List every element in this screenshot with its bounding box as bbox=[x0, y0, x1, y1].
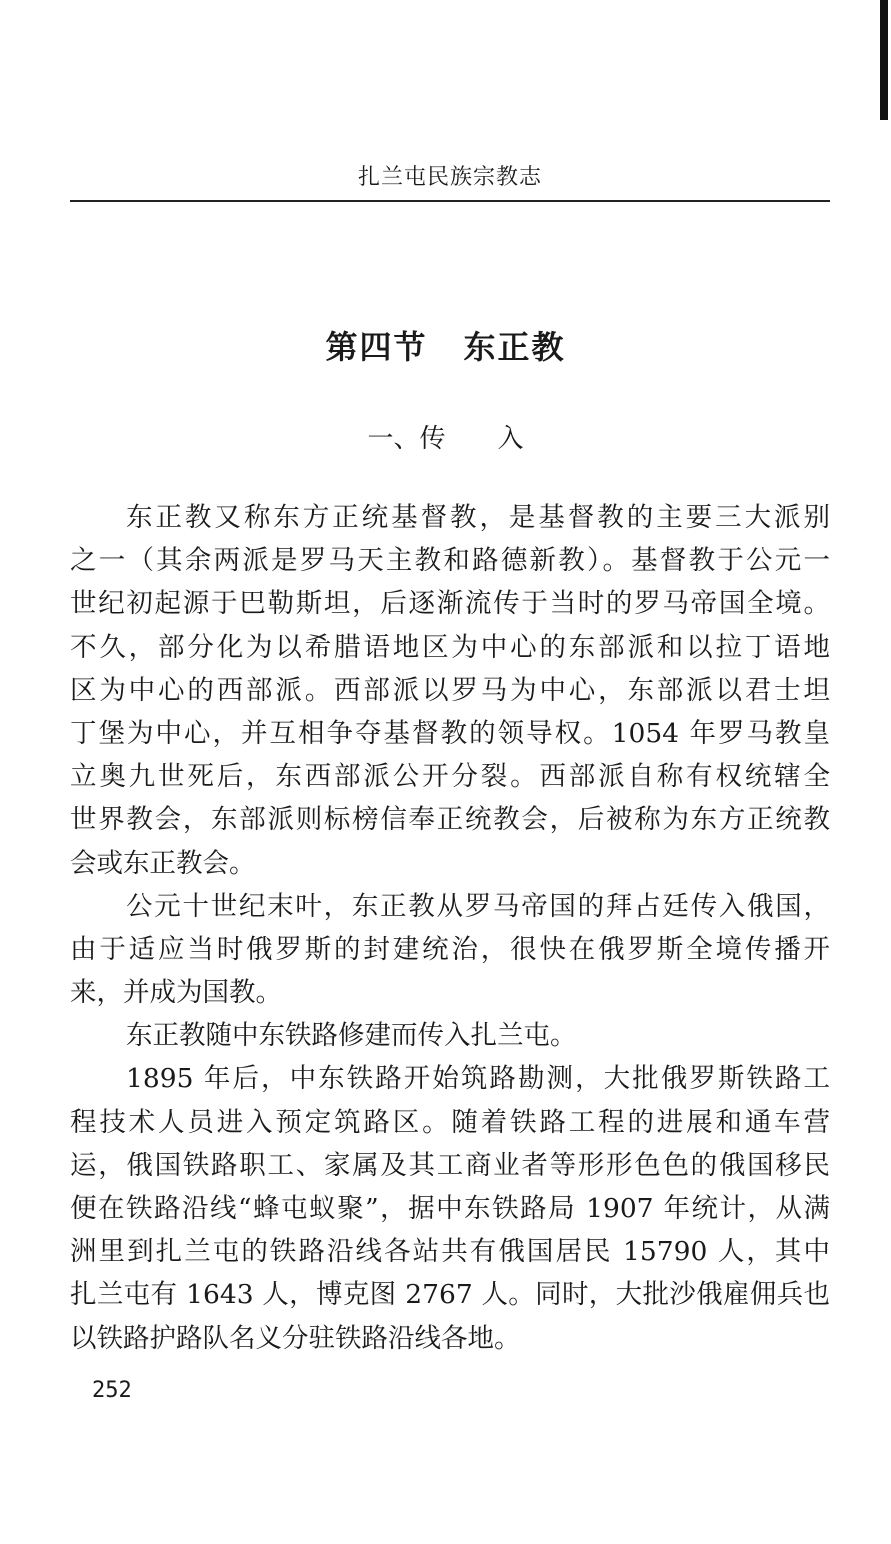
page-number: 252 bbox=[92, 1378, 132, 1403]
text-line: 丁堡为中心，并互相争夺基督教的领导权。1054 年罗马教皇 bbox=[70, 717, 830, 749]
subsection-number: 一、传 bbox=[367, 424, 446, 454]
text-line: 不久，部分化为以希腊语地区为中心的东部派和以拉丁语地 bbox=[70, 631, 830, 663]
text-line: 东正教又称东方正统基督教，是基督教的主要三大派别 bbox=[126, 502, 830, 533]
text-line: 来，并成为国教。 bbox=[70, 977, 282, 1009]
text-line: 会或东正教会。 bbox=[70, 847, 256, 879]
text-line: 程技术人员进入预定筑路区。随着铁路工程的进展和通车营 bbox=[70, 1106, 830, 1138]
text-line: 立奥九世死后，东西部派公开分裂。西部派自称有权统辖全 bbox=[70, 761, 830, 793]
subsection-name: 入 bbox=[497, 424, 524, 454]
text-line: 东正教随中东铁路修建而传入扎兰屯。 bbox=[126, 1020, 577, 1052]
text-line: 运，俄国铁路职工、家属及其工商业者等形形色色的俄国移民 bbox=[70, 1149, 830, 1181]
text-line: 便在铁路沿线“蜂屯蚁聚”，据中东铁路局 1907 年统计，从满 bbox=[70, 1193, 830, 1224]
section-number: 第四节 bbox=[325, 328, 428, 366]
text-line: 世纪初起源于巴勒斯坦，后逐渐流传于当时的罗马帝国全境。 bbox=[70, 588, 830, 620]
text-line: 公元十世纪末叶，东正教从罗马帝国的拜占廷传入俄国， bbox=[126, 890, 830, 922]
text-line: 由于适应当时俄罗斯的封建统治，很快在俄罗斯全境传播开 bbox=[70, 933, 830, 965]
running-header: 扎兰屯民族宗教志 bbox=[357, 165, 542, 190]
text-line: 之一（其余两派是罗马天主教和路德新教）。基督教于公元一 bbox=[70, 545, 830, 577]
subsection-title bbox=[0, 418, 891, 455]
header-rule bbox=[70, 200, 830, 202]
text-line: 1895 年后，中东铁路开始筑路勘测，大批俄罗斯铁路工 bbox=[126, 1063, 830, 1095]
section-title bbox=[0, 322, 891, 368]
section-name: 东正教 bbox=[463, 328, 566, 366]
text-line: 洲里到扎兰屯的铁路沿线各站共有俄国居民 15790 人，其中 bbox=[70, 1236, 830, 1268]
scan-edge-mark bbox=[880, 0, 888, 120]
text-line: 区为中心的西部派。西部派以罗马为中心，东部派以君士坦 bbox=[70, 674, 830, 706]
text-line: 世界教会，东部派则标榜信奉正统教会，后被称为东方正统教 bbox=[70, 804, 830, 836]
body-text bbox=[70, 496, 830, 1360]
text-line: 扎兰屯有 1643 人，博克图 2767 人。同时，大批沙俄雇佣兵也 bbox=[70, 1279, 830, 1311]
text-line: 以铁路护路队名义分驻铁路沿线各地。 bbox=[70, 1322, 521, 1354]
